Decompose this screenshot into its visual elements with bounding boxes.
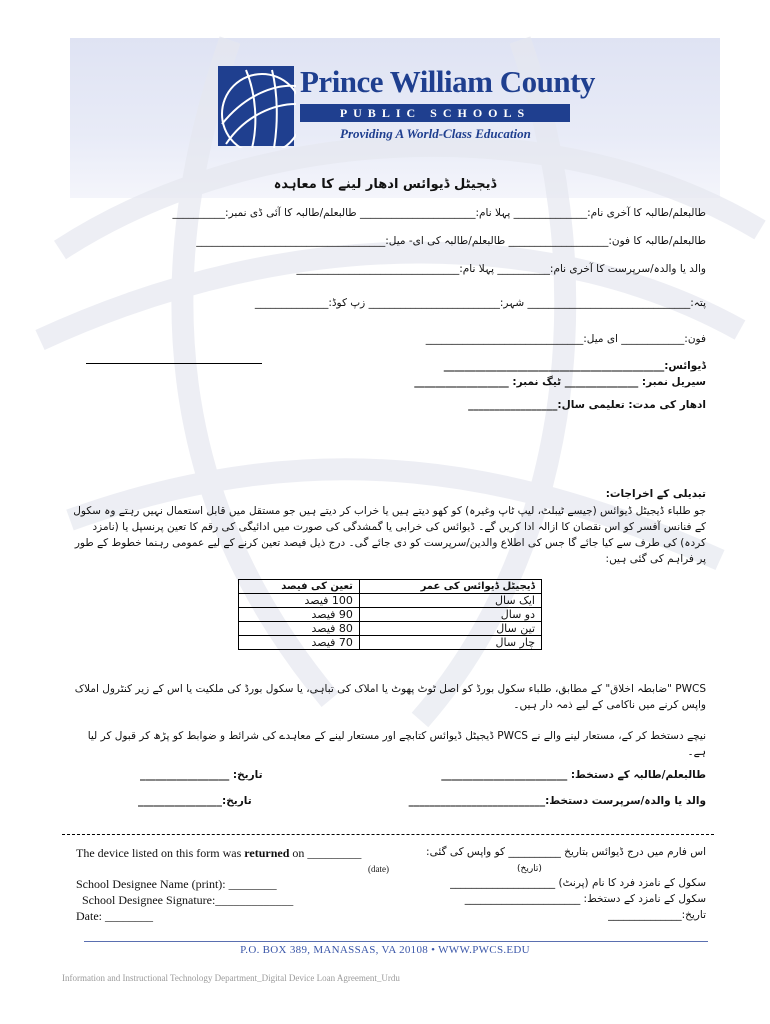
table-row xyxy=(239,622,542,636)
designee-name-en[interactable]: School Designee Name (print): ________ xyxy=(76,877,277,891)
depreciation-table xyxy=(238,579,542,650)
date-label-ur: (تاریخ) xyxy=(517,864,542,874)
designee-name-ur[interactable]: سکول کے نامزد فرد کا نام (پرنٹ) ____________________ xyxy=(450,877,706,889)
agreement-paragraph: نیچے دستخط کر کے، مستعار لینے والے نے PWCS ڈیجیٹل ڈیوائس کتابچے اور مستعار لینے کے معاہدے کی شرائط و ضوابط کو پڑھ کر قبول کر لیا ہے۔ xyxy=(87,730,706,758)
phone-email-line[interactable]: فون:____________ ای میل:______________________________ xyxy=(425,333,706,345)
returned-date-field[interactable]: on _________ xyxy=(289,846,362,860)
returned-text-bold: returned xyxy=(244,846,290,860)
table-row xyxy=(239,594,542,608)
designee-signature-en[interactable]: School Designee Signature:_____________ xyxy=(82,893,294,907)
date-label-en: (date) xyxy=(368,864,389,874)
returned-statement-ur[interactable]: اس فارم میں درج ڈیوائس بتاریخ __________ کو واپس کی گئی: xyxy=(426,846,706,858)
pwcs-logo xyxy=(216,64,595,148)
designee-signature-ur[interactable]: سکول کے نامزد کے دستخط: ______________________ xyxy=(464,893,706,905)
logo-subtitle: PUBLIC SCHOOLS xyxy=(300,104,570,122)
designee-date-en[interactable]: Date: ________ xyxy=(76,909,153,923)
parent-name-line[interactable]: والد یا والدہ/سرپرست کا آخری نام:__________ پہلا نام:_______________________________ xyxy=(296,263,706,275)
table-row xyxy=(239,636,542,650)
age-cell: دو سال xyxy=(359,608,541,622)
table-header-age: ڈیجیٹل ڈیوائس کی عمر xyxy=(359,580,541,594)
table-header-fee: تعین کی فیصد xyxy=(239,580,360,594)
parent-signature-field[interactable]: والد یا والدہ/سرپرست دستخط:__________________________ xyxy=(408,795,706,807)
age-cell: چار سال xyxy=(359,636,541,650)
fee-cell: 80 فیصد xyxy=(239,622,360,636)
student-name-id-line[interactable]: طالبعلم/طالبہ کا آخری نام:______________ پہلا نام:______________________ طالبعلم/طالبہ کا آئی ڈی نمبر:__________ xyxy=(172,207,706,219)
address-line[interactable]: پتہ:_______________________________ شہر:_________________________ زپ کوڈ:______________ xyxy=(254,297,706,309)
globe-logo-icon xyxy=(216,64,296,148)
logo-title: Prince William County xyxy=(300,64,595,99)
fees-heading: تبدیلی کے اخراجات: xyxy=(605,488,706,500)
blank-line xyxy=(86,362,262,364)
fee-cell: 100 فیصد xyxy=(239,594,360,608)
pwcs-conduct-paragraph: PWCS "ضابطہ اخلاق" کے مطابق، طلباء سکول بورڈ کو اصل ٹوٹ پھوٹ یا املاک کی تباہی، یا سکول بورڈ کی ملکیت یا اس کے زیر کنٹرول املاک واپس کرنے میں ناکامی کے لیے ذمہ دار ہیں۔ xyxy=(74,683,706,711)
fee-cell: 90 فیصد xyxy=(239,608,360,622)
fees-paragraph: جو طلباء ڈیجیٹل ڈیوائس (جیسے ٹیبلٹ، لیپ ٹاپ وغیرہ) کو کھو دیتے ہیں یا خراب کر دیتے ہیں جو مستقل میں قابل استعمال نہیں رہتے وہ سکول کے فنانس آفسر کو اس نقصان کا ازالہ ادا کریں گے۔ ڈیوائس کی خرابی یا گمشدگی کی صورت میں ادائیگی کی رقم کا تعین پرنسپل یا (نامزد کردہ) کی طرف سے کیا جائے گا جس کی اطلاع والدین/سرپرست کو دی جائے گی۔ درج ذیل فیصد تعین کرنے کے لیے عمومی رہنما خطوط کے طور پر فراہم کی گئی ہیں: xyxy=(73,505,706,565)
footer-address: P.O. BOX 389, MANASSAS, VA 20108 • WWW.PWCS.EDU xyxy=(240,944,530,956)
returned-statement-en xyxy=(76,846,361,861)
student-phone-email-line[interactable]: طالبعلم/طالبہ کا فون:___________________ طالبعلم/طالبہ کی ای- میل:____________________________________ xyxy=(196,235,706,247)
age-cell: تین سال xyxy=(359,622,541,636)
logo-tagline: Providing A World-Class Education xyxy=(340,126,531,141)
parent-date-field[interactable]: تاریخ:________________ xyxy=(138,795,252,807)
serial-tag-line[interactable]: سیریل نمبر: ______________ ٹیگ نمبر: __________________ xyxy=(414,376,706,388)
footer-note: Information and Instructional Technology Department_Digital Device Loan Agreement_Urdu xyxy=(62,973,400,983)
student-signature-field[interactable]: طالبعلم/طالبہ کے دستخط: ________________________ xyxy=(441,769,706,781)
age-cell: ایک سال xyxy=(359,594,541,608)
returned-text-pre: The device listed on this form was xyxy=(76,846,245,860)
cut-line xyxy=(62,834,714,835)
student-date-field[interactable]: تاریخ: _________________ xyxy=(140,769,263,781)
designee-date-ur[interactable]: تاریخ:______________ xyxy=(608,909,706,921)
device-line[interactable]: ڈیوائس:__________________________________________ xyxy=(443,360,706,372)
fee-cell: 70 فیصد xyxy=(239,636,360,650)
table-header-row xyxy=(239,580,542,594)
table-row xyxy=(239,608,542,622)
loan-period-line[interactable]: ادھار کی مدت: تعلیمی سال:_________________ xyxy=(468,399,706,411)
form-title: ڈیجیٹل ڈیوائس ادھار لینے کا معاہدہ xyxy=(273,177,497,192)
footer-rule xyxy=(84,941,708,942)
